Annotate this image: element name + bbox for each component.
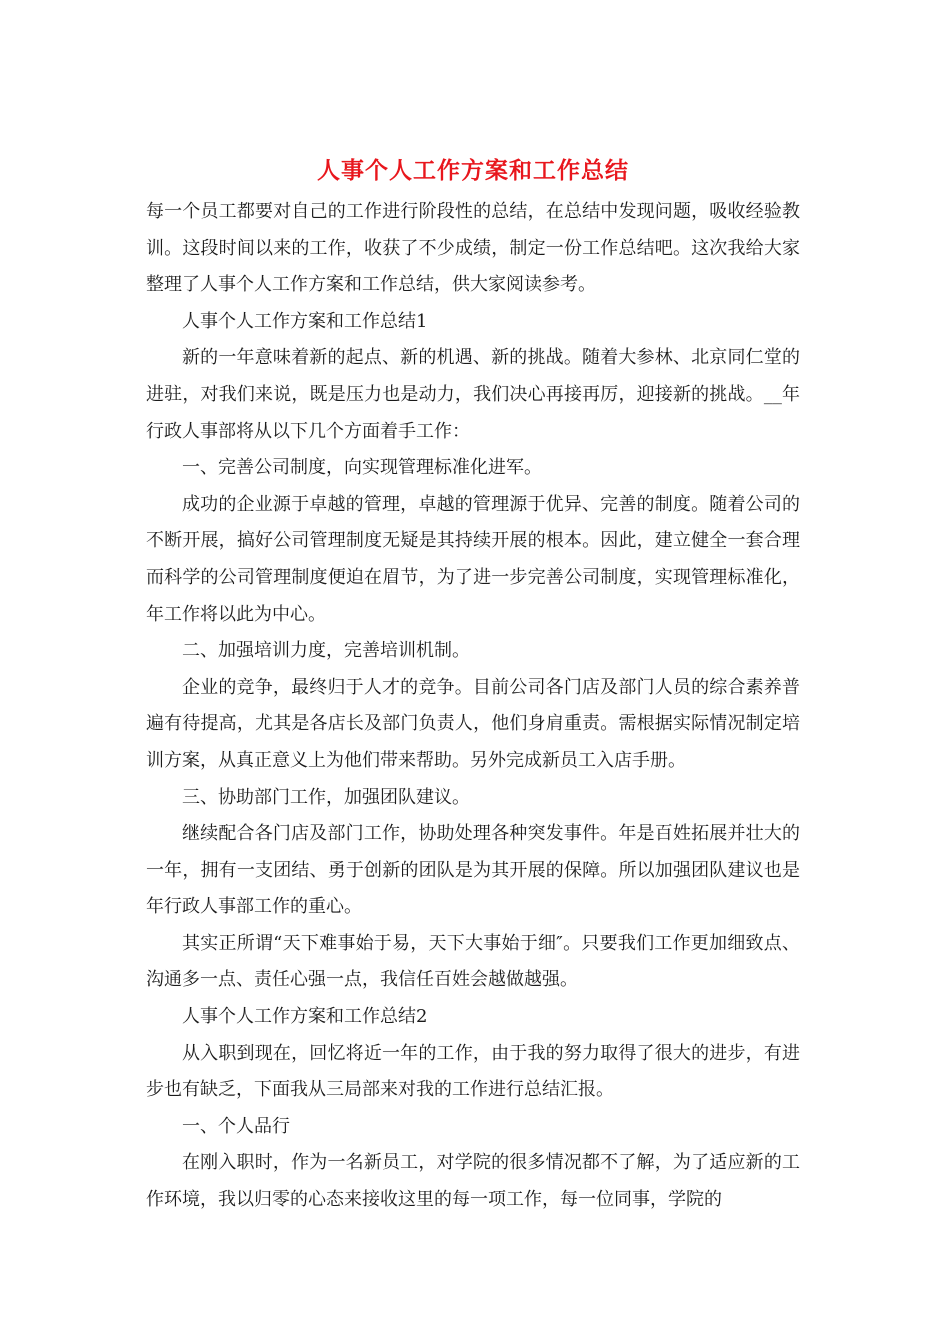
paragraph: 从入职到现在，回忆将近一年的工作，由于我的努力取得了很大的进步，有进步也有缺乏，下面我从三局部来对我的工作进行总结汇报。 [146, 1042, 800, 1101]
paragraph: 新的一年意味着新的起点、新的机遇、新的挑战。随着大参林、北京同仁堂的进驻，对我们来说，既是压力也是动力，我们决心再接再厉，迎接新的挑战。__年行政人事部将从以下几个方面着手工作： [146, 347, 800, 442]
paragraph: 其实正所谓“天下难事始于易，天下大事始于细″。只要我们工作更加细致点、沟通多一点、责任心强一点，我信任百姓会越做越强。 [146, 932, 800, 991]
paragraph: 成功的企业源于卓越的管理，卓越的管理源于优异、完善的制度。随着公司的不断开展，搞好公司管理制度无疑是其持续开展的根本。因此，建立健全一套合理而科学的公司管理制度便迫在眉节，为了进一步完善公司制度，实现管理标准化，年工作将以此为中心。 [146, 493, 800, 625]
document-body [146, 194, 800, 1219]
paragraph-intro: 每一个员工都要对自己的工作进行阶段性的总结，在总结中发现问题，吸收经验教训。这段时间以来的工作，收获了不少成绩，制定一份工作总结吧。这次我给大家整理了人事个人工作方案和工作总结，供大家阅读参考。 [146, 201, 800, 296]
subheading-1: 一、完善公司制度，向实现管理标准化进军。 [182, 457, 542, 479]
paragraph: 在刚入职时，作为一名新员工，对学院的很多情况都不了解，为了适应新的工作环境，我以归零的心态来接收这里的每一项工作，每一位同事，学院的 [146, 1152, 800, 1211]
document-title: 人事个人工作方案和工作总结 [317, 157, 629, 184]
paragraph: 企业的竞争，最终归于人才的竞争。目前公司各门店及部门人员的综合素养普遍有待提高，尤其是各店长及部门负责人，他们身肩重责。需根据实际情况制定培训方案，从真正意义上为他们带来帮助。另外完成新员工入店手册。 [146, 676, 800, 771]
subheading-personal-conduct: 一、个人品行 [182, 1115, 290, 1137]
paragraph: 继续配合各门店及部门工作，协助处理各种突发事件。年是百姓拓展并壮大的一年，拥有一支团结、勇于创新的团队是为其开展的保障。所以加强团队建议也是年行政人事部工作的重心。 [146, 823, 800, 918]
subheading-2: 二、加强培训力度，完善培训机制。 [182, 640, 470, 662]
section-heading-2: 人事个人工作方案和工作总结2 [182, 1006, 428, 1028]
subheading-3: 三、协助部门工作，加强团队建议。 [182, 786, 470, 808]
section-heading-1: 人事个人工作方案和工作总结1 [182, 310, 428, 332]
